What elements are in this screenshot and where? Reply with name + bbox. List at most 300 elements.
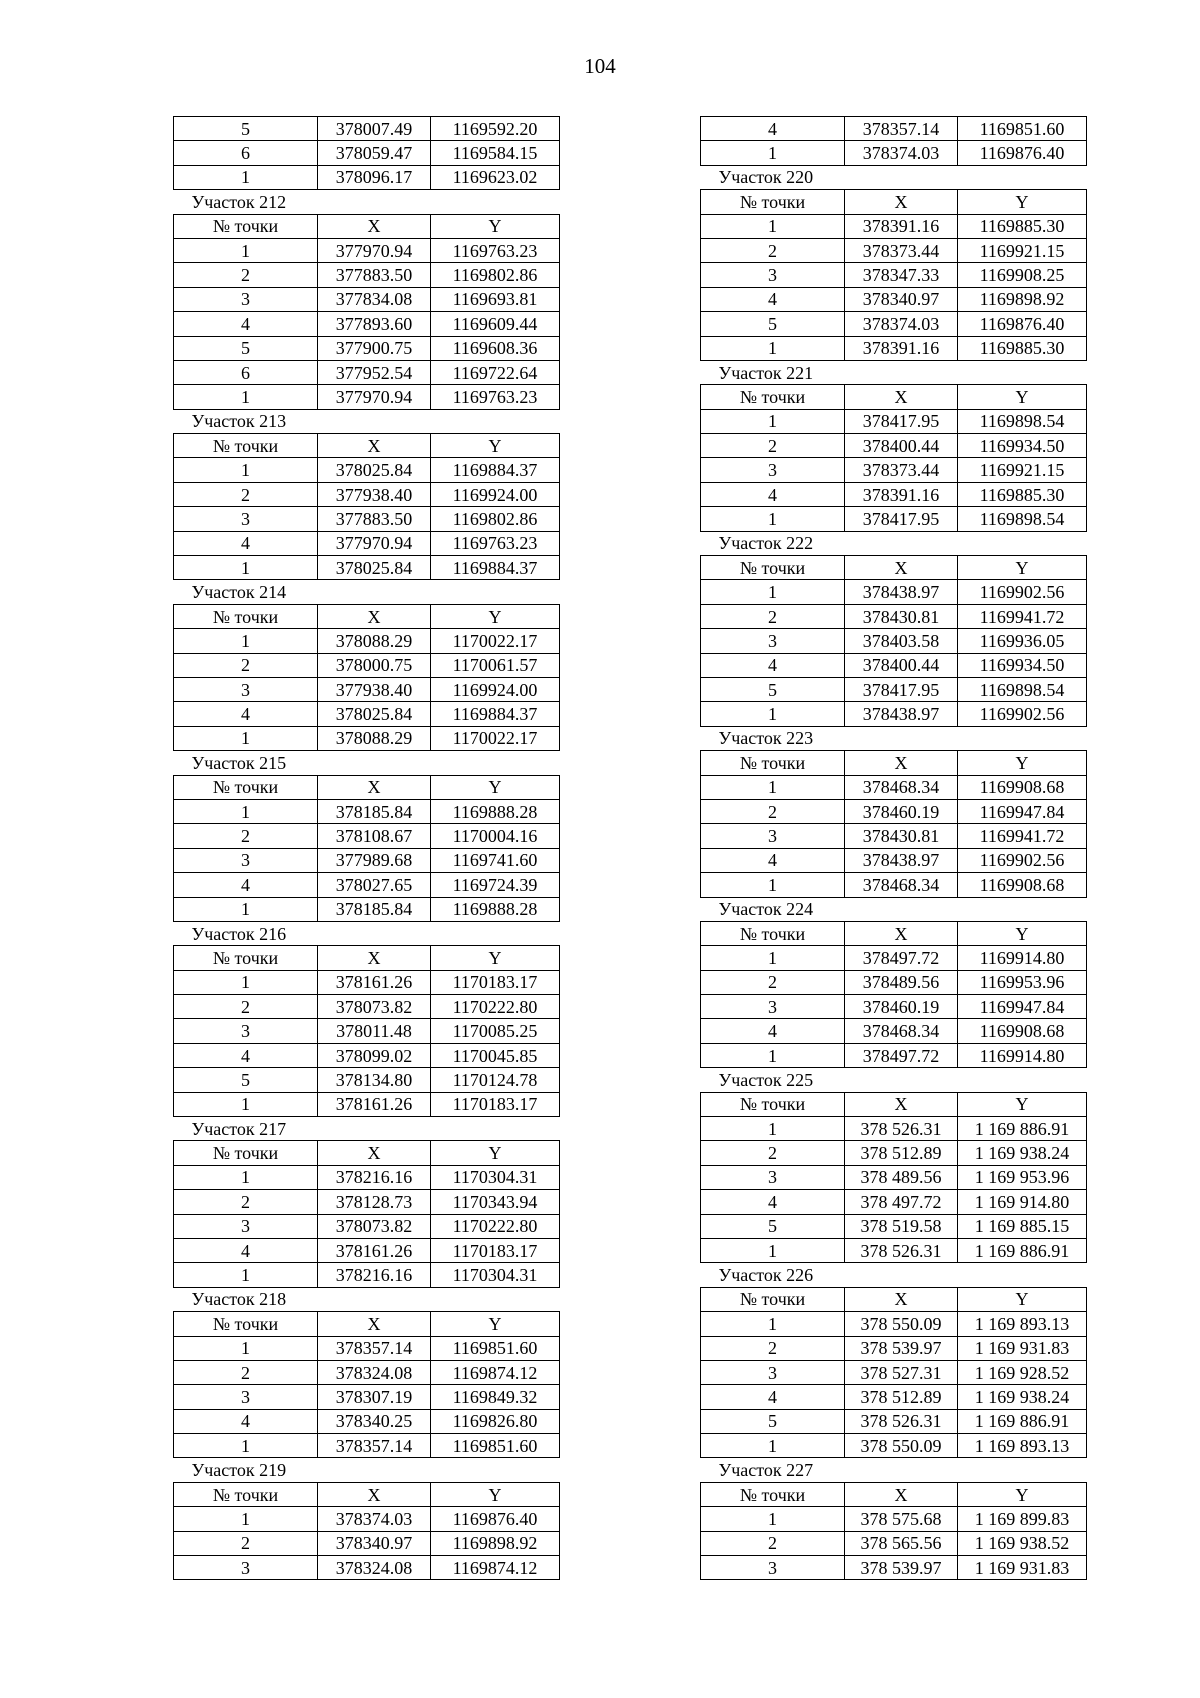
column-header-row (701, 190, 1087, 214)
point-number-cell: 2 (174, 482, 318, 506)
table-row (701, 580, 1087, 604)
y-header: Y (958, 556, 1087, 580)
x-coordinate-cell: 378 565.56 (845, 1531, 958, 1555)
right-coordinates-body (701, 117, 1087, 1580)
table-row (701, 263, 1087, 287)
point-number-cell: 2 (174, 1190, 318, 1214)
section-row (701, 1263, 1087, 1287)
column-header-row (174, 946, 560, 970)
point-number-cell: 1 (701, 702, 845, 726)
column-header-row (701, 556, 1087, 580)
y-coordinate-cell: 1169802.86 (431, 263, 560, 287)
table-row (174, 165, 560, 189)
y-coordinate-cell: 1169885.30 (958, 482, 1087, 506)
y-header: Y (958, 751, 1087, 775)
x-coordinate-cell: 378 526.31 (845, 1238, 958, 1262)
table-row (701, 1434, 1087, 1458)
y-coordinate-cell: 1169953.96 (958, 970, 1087, 994)
point-number-cell: 1 (174, 385, 318, 409)
table-row (701, 214, 1087, 238)
point-number-cell: 4 (701, 117, 845, 141)
x-coordinate-cell: 378025.84 (318, 556, 431, 580)
x-coordinate-cell: 378403.58 (845, 629, 958, 653)
table-row (701, 629, 1087, 653)
x-coordinate-cell: 377938.40 (318, 482, 431, 506)
point-number-cell: 4 (701, 1019, 845, 1043)
table-row (174, 702, 560, 726)
table-row (174, 970, 560, 994)
point-number-cell: 1 (174, 1263, 318, 1287)
table-row (174, 507, 560, 531)
x-coordinate-cell: 378185.84 (318, 897, 431, 921)
point-number-cell: 4 (701, 287, 845, 311)
column-header-row (174, 1312, 560, 1336)
section-title: Участок 215 (174, 751, 560, 775)
point-number-cell: 1 (701, 1434, 845, 1458)
x-coordinate-cell: 378324.08 (318, 1556, 431, 1580)
section-row (174, 1117, 560, 1141)
y-coordinate-cell: 1169741.60 (431, 848, 560, 872)
y-coordinate-cell: 1170343.94 (431, 1190, 560, 1214)
table-row (701, 1117, 1087, 1141)
y-header: Y (958, 385, 1087, 409)
y-coordinate-cell: 1169763.23 (431, 238, 560, 262)
y-coordinate-cell: 1170124.78 (431, 1068, 560, 1092)
x-coordinate-cell: 378128.73 (318, 1190, 431, 1214)
section-title: Участок 216 (174, 921, 560, 945)
point-number-cell: 3 (174, 287, 318, 311)
y-coordinate-cell: 1169902.56 (958, 702, 1087, 726)
point-number-cell: 1 (701, 409, 845, 433)
x-coordinate-cell: 377834.08 (318, 287, 431, 311)
point-number-cell: 1 (701, 873, 845, 897)
y-coordinate-cell: 1169802.86 (431, 507, 560, 531)
point-number-cell: 1 (174, 970, 318, 994)
section-row (174, 1458, 560, 1482)
x-header: X (318, 775, 431, 799)
y-coordinate-cell: 1169941.72 (958, 824, 1087, 848)
x-coordinate-cell: 378324.08 (318, 1360, 431, 1384)
x-header: X (845, 190, 958, 214)
table-row (701, 1141, 1087, 1165)
x-coordinate-cell: 378134.80 (318, 1068, 431, 1092)
y-coordinate-cell: 1169908.25 (958, 263, 1087, 287)
table-row (701, 970, 1087, 994)
table-row (701, 1336, 1087, 1360)
x-coordinate-cell: 378307.19 (318, 1385, 431, 1409)
x-header: X (845, 1482, 958, 1506)
section-title: Участок 227 (701, 1458, 1087, 1482)
x-coordinate-cell: 378 489.56 (845, 1165, 958, 1189)
point-number-cell: 4 (174, 873, 318, 897)
point-number-cell: 1 (701, 946, 845, 970)
table-row (174, 531, 560, 555)
table-row (174, 1385, 560, 1409)
y-coordinate-cell: 1 169 886.91 (958, 1117, 1087, 1141)
x-coordinate-cell: 378025.84 (318, 702, 431, 726)
section-title: Участок 223 (701, 726, 1087, 750)
column-header-row (701, 921, 1087, 945)
x-coordinate-cell: 378 527.31 (845, 1360, 958, 1384)
x-coordinate-cell: 378 539.97 (845, 1336, 958, 1360)
point-number-cell: 1 (701, 141, 845, 165)
table-row (701, 434, 1087, 458)
table-row (701, 482, 1087, 506)
y-coordinate-cell: 1170304.31 (431, 1263, 560, 1287)
y-coordinate-cell: 1169584.15 (431, 141, 560, 165)
point-number-cell: 3 (701, 458, 845, 482)
table-row (701, 946, 1087, 970)
x-coordinate-cell: 378357.14 (845, 117, 958, 141)
y-coordinate-cell: 1170222.80 (431, 995, 560, 1019)
y-header: Y (958, 1482, 1087, 1506)
y-header: Y (431, 775, 560, 799)
y-coordinate-cell: 1169902.56 (958, 848, 1087, 872)
y-coordinate-cell: 1169902.56 (958, 580, 1087, 604)
table-row (174, 653, 560, 677)
point-number-cell: 1 (701, 1043, 845, 1067)
y-header: Y (958, 1287, 1087, 1311)
y-coordinate-cell: 1 169 938.52 (958, 1531, 1087, 1555)
column-header-row (701, 1092, 1087, 1116)
y-header: Y (431, 1312, 560, 1336)
table-row (174, 1531, 560, 1555)
y-coordinate-cell: 1169914.80 (958, 1043, 1087, 1067)
point-number-cell: 1 (701, 1507, 845, 1531)
point-number-cell: 1 (701, 336, 845, 360)
x-header: X (845, 1287, 958, 1311)
point-number-cell: 3 (701, 1556, 845, 1580)
x-coordinate-cell: 378391.16 (845, 336, 958, 360)
point-number-cell: 4 (701, 848, 845, 872)
table-row (701, 1165, 1087, 1189)
point-number-cell: 4 (701, 482, 845, 506)
table-row (174, 141, 560, 165)
column-header-row (174, 604, 560, 628)
column-header-row (174, 775, 560, 799)
table-row (174, 873, 560, 897)
column-header-row (701, 751, 1087, 775)
x-coordinate-cell: 378347.33 (845, 263, 958, 287)
point-number-cell: 3 (701, 824, 845, 848)
table-row (701, 117, 1087, 141)
table-row (174, 1409, 560, 1433)
x-coordinate-cell: 377893.60 (318, 312, 431, 336)
table-row (701, 1043, 1087, 1067)
left-coordinates-body (174, 117, 560, 1580)
x-header: X (318, 1141, 431, 1165)
table-row (701, 799, 1087, 823)
y-coordinate-cell: 1169934.50 (958, 434, 1087, 458)
point-number-cell: 3 (174, 1019, 318, 1043)
x-header: X (845, 1092, 958, 1116)
y-header: Y (958, 190, 1087, 214)
x-coordinate-cell: 378185.84 (318, 799, 431, 823)
x-coordinate-cell: 378430.81 (845, 604, 958, 628)
point-number-header: № точки (701, 556, 845, 580)
section-row (174, 190, 560, 214)
x-coordinate-cell: 378417.95 (845, 677, 958, 701)
point-number-cell: 6 (174, 360, 318, 384)
y-header: Y (958, 921, 1087, 945)
table-row (174, 995, 560, 1019)
point-number-cell: 3 (174, 677, 318, 701)
x-header: X (318, 946, 431, 970)
x-coordinate-cell: 378374.03 (318, 1507, 431, 1531)
y-coordinate-cell: 1169924.00 (431, 677, 560, 701)
table-row (701, 141, 1087, 165)
x-coordinate-cell: 378088.29 (318, 629, 431, 653)
y-coordinate-cell: 1169921.15 (958, 238, 1087, 262)
left-coordinates-table (173, 116, 560, 1580)
y-coordinate-cell: 1170183.17 (431, 1092, 560, 1116)
table-row (174, 263, 560, 287)
y-coordinate-cell: 1 169 931.83 (958, 1556, 1087, 1580)
table-row (174, 238, 560, 262)
x-coordinate-cell: 378373.44 (845, 458, 958, 482)
x-coordinate-cell: 378216.16 (318, 1263, 431, 1287)
y-header: Y (431, 604, 560, 628)
x-header: X (845, 751, 958, 775)
point-number-header: № точки (701, 190, 845, 214)
table-row (701, 824, 1087, 848)
point-number-cell: 5 (701, 1214, 845, 1238)
point-number-cell: 1 (174, 165, 318, 189)
table-row (174, 726, 560, 750)
y-coordinate-cell: 1170183.17 (431, 970, 560, 994)
point-number-cell: 2 (701, 1141, 845, 1165)
x-coordinate-cell: 378391.16 (845, 482, 958, 506)
y-coordinate-cell: 1 169 886.91 (958, 1238, 1087, 1262)
table-row (174, 1434, 560, 1458)
table-row (701, 1531, 1087, 1555)
table-row (174, 1238, 560, 1262)
y-header: Y (431, 214, 560, 238)
point-number-cell: 2 (701, 238, 845, 262)
table-row (701, 653, 1087, 677)
point-number-cell: 1 (701, 1238, 845, 1262)
y-coordinate-cell: 1169623.02 (431, 165, 560, 189)
y-coordinate-cell: 1169898.54 (958, 677, 1087, 701)
x-coordinate-cell: 378468.34 (845, 873, 958, 897)
point-number-header: № точки (174, 1482, 318, 1506)
table-row (701, 1312, 1087, 1336)
point-number-cell: 1 (174, 629, 318, 653)
y-coordinate-cell: 1169608.36 (431, 336, 560, 360)
y-coordinate-cell: 1169884.37 (431, 556, 560, 580)
y-coordinate-cell: 1169876.40 (958, 312, 1087, 336)
point-number-header: № точки (174, 604, 318, 628)
point-number-cell: 3 (174, 848, 318, 872)
y-coordinate-cell: 1 169 931.83 (958, 1336, 1087, 1360)
point-number-cell: 3 (701, 1360, 845, 1384)
y-coordinate-cell: 1 169 893.13 (958, 1312, 1087, 1336)
point-number-cell: 1 (701, 507, 845, 531)
y-coordinate-cell: 1169934.50 (958, 653, 1087, 677)
point-number-header: № точки (174, 1312, 318, 1336)
point-number-cell: 2 (701, 799, 845, 823)
y-coordinate-cell: 1169885.30 (958, 214, 1087, 238)
x-coordinate-cell: 378108.67 (318, 824, 431, 848)
table-row (174, 117, 560, 141)
column-header-row (701, 1482, 1087, 1506)
x-header: X (845, 921, 958, 945)
section-title: Участок 220 (701, 165, 1087, 189)
x-coordinate-cell: 378417.95 (845, 507, 958, 531)
point-number-header: № точки (701, 1287, 845, 1311)
point-number-cell: 6 (174, 141, 318, 165)
section-title: Участок 226 (701, 1263, 1087, 1287)
point-number-cell: 1 (174, 238, 318, 262)
x-coordinate-cell: 377952.54 (318, 360, 431, 384)
y-coordinate-cell: 1169914.80 (958, 946, 1087, 970)
point-number-cell: 3 (174, 507, 318, 531)
y-coordinate-cell: 1169941.72 (958, 604, 1087, 628)
y-coordinate-cell: 1169884.37 (431, 458, 560, 482)
y-coordinate-cell: 1170061.57 (431, 653, 560, 677)
x-coordinate-cell: 378 526.31 (845, 1409, 958, 1433)
point-number-cell: 4 (701, 1190, 845, 1214)
table-row (701, 1507, 1087, 1531)
section-row (174, 921, 560, 945)
y-coordinate-cell: 1169888.28 (431, 799, 560, 823)
table-row (174, 1336, 560, 1360)
x-coordinate-cell: 378000.75 (318, 653, 431, 677)
point-number-header: № точки (701, 921, 845, 945)
point-number-cell: 4 (174, 1238, 318, 1262)
y-coordinate-cell: 1 169 885.15 (958, 1214, 1087, 1238)
y-coordinate-cell: 1170304.31 (431, 1165, 560, 1189)
column-header-row (701, 385, 1087, 409)
point-number-header: № точки (174, 946, 318, 970)
y-coordinate-cell: 1 169 953.96 (958, 1165, 1087, 1189)
y-coordinate-cell: 1169874.12 (431, 1360, 560, 1384)
section-title: Участок 219 (174, 1458, 560, 1482)
section-row (701, 360, 1087, 384)
table-row (701, 848, 1087, 872)
y-coordinate-cell: 1170183.17 (431, 1238, 560, 1262)
x-header: X (318, 434, 431, 458)
point-number-cell: 2 (174, 1531, 318, 1555)
column-header-row (174, 1141, 560, 1165)
page-number: 104 (584, 54, 616, 78)
y-coordinate-cell: 1 169 914.80 (958, 1190, 1087, 1214)
point-number-header: № точки (701, 1092, 845, 1116)
table-row (701, 336, 1087, 360)
x-coordinate-cell: 378374.03 (845, 312, 958, 336)
section-title: Участок 214 (174, 580, 560, 604)
table-row (701, 775, 1087, 799)
y-coordinate-cell: 1169898.92 (958, 287, 1087, 311)
y-coordinate-cell: 1169908.68 (958, 873, 1087, 897)
y-coordinate-cell: 1170022.17 (431, 629, 560, 653)
y-coordinate-cell: 1 169 938.24 (958, 1141, 1087, 1165)
section-row (701, 531, 1087, 555)
point-number-cell: 1 (701, 580, 845, 604)
point-number-cell: 4 (174, 1043, 318, 1067)
column-header-row (174, 214, 560, 238)
y-coordinate-cell: 1169876.40 (431, 1507, 560, 1531)
x-coordinate-cell: 378025.84 (318, 458, 431, 482)
point-number-cell: 2 (701, 1336, 845, 1360)
section-title: Участок 225 (701, 1068, 1087, 1092)
x-coordinate-cell: 377883.50 (318, 263, 431, 287)
table-row (174, 1507, 560, 1531)
y-header: Y (431, 434, 560, 458)
y-coordinate-cell: 1 169 899.83 (958, 1507, 1087, 1531)
x-coordinate-cell: 378489.56 (845, 970, 958, 994)
x-header: X (318, 214, 431, 238)
x-coordinate-cell: 377883.50 (318, 507, 431, 531)
x-coordinate-cell: 377938.40 (318, 677, 431, 701)
y-coordinate-cell: 1169876.40 (958, 141, 1087, 165)
table-row (174, 336, 560, 360)
x-coordinate-cell: 378357.14 (318, 1434, 431, 1458)
y-coordinate-cell: 1169851.60 (431, 1336, 560, 1360)
point-number-cell: 2 (174, 995, 318, 1019)
y-coordinate-cell: 1169921.15 (958, 458, 1087, 482)
point-number-cell: 2 (174, 1360, 318, 1384)
point-number-header: № точки (174, 214, 318, 238)
x-coordinate-cell: 378161.26 (318, 1238, 431, 1262)
x-header: X (845, 385, 958, 409)
table-row (701, 677, 1087, 701)
table-row (174, 897, 560, 921)
point-number-cell: 2 (174, 824, 318, 848)
table-row (174, 312, 560, 336)
section-row (174, 1287, 560, 1311)
x-coordinate-cell: 378007.49 (318, 117, 431, 141)
x-coordinate-cell: 378460.19 (845, 799, 958, 823)
table-row (174, 1556, 560, 1580)
table-row (174, 1214, 560, 1238)
section-row (701, 165, 1087, 189)
x-coordinate-cell: 378 497.72 (845, 1190, 958, 1214)
y-header: Y (431, 1141, 560, 1165)
table-row (174, 287, 560, 311)
x-coordinate-cell: 378438.97 (845, 848, 958, 872)
point-number-cell: 1 (701, 775, 845, 799)
point-number-cell: 1 (174, 1165, 318, 1189)
y-coordinate-cell: 1169826.80 (431, 1409, 560, 1433)
table-row (701, 1360, 1087, 1384)
y-coordinate-cell: 1170004.16 (431, 824, 560, 848)
section-title: Участок 224 (701, 897, 1087, 921)
x-coordinate-cell: 378438.97 (845, 702, 958, 726)
point-number-cell: 3 (174, 1214, 318, 1238)
x-coordinate-cell: 378 550.09 (845, 1312, 958, 1336)
x-coordinate-cell: 378 512.89 (845, 1385, 958, 1409)
table-row (174, 1068, 560, 1092)
table-row (174, 1092, 560, 1116)
table-row (174, 1360, 560, 1384)
x-header: X (318, 604, 431, 628)
point-number-cell: 1 (174, 1336, 318, 1360)
x-coordinate-cell: 378340.25 (318, 1409, 431, 1433)
point-number-cell: 3 (701, 629, 845, 653)
x-coordinate-cell: 377900.75 (318, 336, 431, 360)
column-header-row (174, 434, 560, 458)
y-coordinate-cell: 1169908.68 (958, 1019, 1087, 1043)
table-row (174, 1165, 560, 1189)
y-coordinate-cell: 1 169 893.13 (958, 1434, 1087, 1458)
y-coordinate-cell: 1169884.37 (431, 702, 560, 726)
point-number-cell: 2 (174, 653, 318, 677)
table-row (174, 1263, 560, 1287)
y-header: Y (431, 1482, 560, 1506)
table-row (701, 995, 1087, 1019)
point-number-header: № точки (174, 434, 318, 458)
